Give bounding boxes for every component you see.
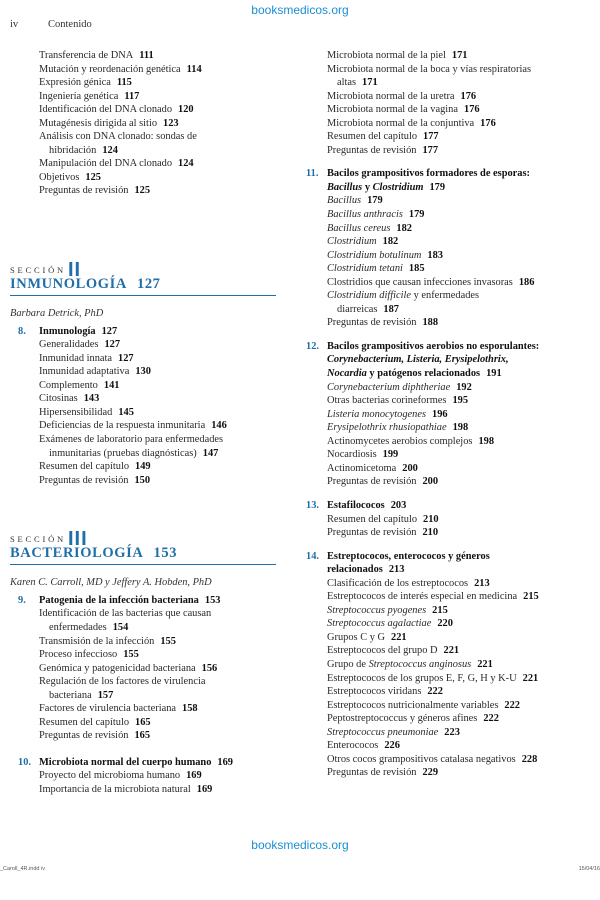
- toc-entry-page: 200: [402, 462, 418, 474]
- toc-entry-page: 187: [383, 303, 399, 315]
- toc-entry[interactable]: [10, 689, 282, 703]
- toc-entry[interactable]: [10, 103, 282, 117]
- section-iii-heading: [10, 528, 282, 565]
- section-ii-heading: [10, 259, 282, 296]
- toc-entry-title: Resumen del capítulo: [327, 513, 418, 525]
- toc-entry-title: Preguntas de revisión: [327, 317, 417, 329]
- toc-entry-title: Regulación de los factores de virulencia: [39, 676, 206, 688]
- chapter-12-title-cont2[interactable]: Nocardia y patógenos relacionados 191: [327, 368, 502, 380]
- toc-entry-title: Resumen del capítulo: [39, 461, 130, 473]
- toc-entry[interactable]: [10, 460, 282, 474]
- toc-entry-page: 210: [422, 527, 439, 539]
- toc-entry-title: Streptococcus pyogenes: [327, 604, 427, 616]
- toc-entry-page: 124: [178, 158, 194, 170]
- toc-entry-page: 222: [504, 699, 520, 711]
- chapter-13-items: [298, 513, 590, 540]
- toc-entry-title: Streptococcus agalactiae: [327, 618, 432, 630]
- toc-entry-title: Preguntas de revisión: [327, 144, 417, 156]
- toc-entry-page: 200: [422, 476, 439, 488]
- toc-entry-page: 115: [116, 77, 132, 89]
- toc-entry[interactable]: [10, 447, 282, 461]
- section-author: Karen C. Carroll, MD y Jeffery A. Hobden, PhD: [10, 577, 212, 589]
- toc-entry-title: Clasificación de los estreptococos: [327, 577, 469, 589]
- toc-entry-title: Preguntas de revisión: [327, 527, 417, 539]
- toc-entry-page: 213: [474, 577, 490, 589]
- toc-entry-page: 229: [422, 767, 439, 779]
- toc-entry-page: 221: [391, 631, 407, 643]
- toc-entry-title: Citosinas: [39, 393, 78, 405]
- toc-entry[interactable]: [10, 729, 282, 743]
- toc-entry[interactable]: [298, 222, 590, 236]
- toc-entry-title: Microbiota normal de la boca y vías respiratorias: [327, 63, 531, 75]
- chapter-8-items: [10, 338, 282, 487]
- toc-entry-title: Clostridios que causan infecciones invasoras: [327, 276, 513, 288]
- watermark-top[interactable]: booksmedicos.org: [251, 3, 349, 17]
- toc-entry-page: 176: [480, 117, 496, 129]
- chapter-10-continued: [298, 49, 590, 157]
- toc-entry-title: Resumen del capítulo: [327, 131, 418, 143]
- toc-entry-page: 171: [362, 77, 378, 89]
- toc-entry-title: Complemento: [39, 379, 98, 391]
- toc-entry[interactable]: [10, 419, 282, 433]
- toc-entry[interactable]: [298, 394, 590, 408]
- toc-entry[interactable]: [298, 577, 590, 591]
- toc-entry-page: 145: [118, 406, 134, 418]
- toc-entry[interactable]: [298, 513, 590, 527]
- toc-entry-title: Bacillus anthracis: [327, 209, 403, 221]
- toc-entry-page: 182: [396, 222, 412, 234]
- toc-entry[interactable]: [298, 194, 590, 208]
- toc-entry-title: Listeria monocytogenes: [327, 408, 426, 420]
- toc-entry-title: Enterococos: [327, 740, 379, 752]
- toc-entry[interactable]: [298, 617, 590, 631]
- watermark-bottom[interactable]: booksmedicos.org: [251, 838, 349, 852]
- toc-entry[interactable]: [298, 435, 590, 449]
- toc-entry-page: 176: [460, 90, 477, 102]
- toc-entry[interactable]: [10, 607, 282, 621]
- toc-entry-title: Análisis con DNA clonado: sondas de: [39, 131, 197, 143]
- toc-left-column: [10, 49, 282, 797]
- toc-entry-title: Actinomycetes aerobios complejos: [327, 435, 473, 447]
- print-slug-left: _Caroll_4R.indd iv: [0, 866, 45, 872]
- toc-entry[interactable]: [298, 766, 590, 780]
- toc-entry-title: Ingeniería genética: [39, 90, 119, 102]
- toc-entry[interactable]: [10, 130, 282, 144]
- toc-entry-page: 210: [423, 513, 439, 525]
- toc-entry[interactable]: [298, 408, 590, 422]
- toc-entry[interactable]: [298, 590, 590, 604]
- toc-entry-title: Mutación y reordenación genética: [39, 63, 181, 75]
- toc-entry-title: Otras bacterias corineformes: [327, 395, 447, 407]
- toc-entry[interactable]: [10, 157, 282, 171]
- toc-entry-title: Grupos C y G: [327, 631, 386, 643]
- chapter-13-title[interactable]: 13. Estafilococos 203: [306, 499, 407, 511]
- toc-entry[interactable]: [298, 144, 590, 158]
- toc-entry-page: 221: [477, 658, 493, 670]
- section-title: INMUNOLOGÍA: [10, 275, 127, 292]
- toc-entry-title: Estreptococos nutricionalmente variables: [327, 699, 499, 711]
- toc-entry-page: 150: [134, 474, 151, 486]
- section-title: BACTERIOLOGÍA: [10, 544, 144, 561]
- chapter-7-continued: [10, 49, 282, 198]
- toc-right-column: [298, 49, 590, 780]
- section-page: 153: [153, 544, 178, 561]
- toc-entry-title: Microbiota normal de la uretra: [327, 90, 455, 102]
- toc-entry[interactable]: [10, 662, 282, 676]
- toc-entry-title: Preguntas de revisión: [327, 767, 417, 779]
- toc-entry-page: 165: [134, 730, 151, 742]
- toc-entry[interactable]: [298, 631, 590, 645]
- chapter-10-title[interactable]: 10. Microbiota normal del cuerpo humano 169: [18, 756, 233, 768]
- toc-entry-page: 222: [427, 686, 443, 698]
- toc-entry-title: Generalidades: [39, 339, 99, 351]
- section-page: 127: [136, 275, 161, 292]
- chapter-9-title[interactable]: 9. Patogenia de la infección bacteriana 153: [18, 594, 221, 606]
- toc-entry-title: Estreptococos del grupo D: [327, 645, 438, 657]
- toc-entry-title: Transferencia de DNA: [39, 50, 134, 61]
- toc-entry-page: 124: [102, 144, 118, 156]
- toc-entry-title: Clostridium botulinum: [327, 249, 422, 261]
- toc-entry-title: Preguntas de revisión: [39, 185, 129, 197]
- toc-entry-page: 177: [422, 144, 439, 156]
- toc-entry-page: 183: [427, 249, 443, 261]
- toc-entry-title: Clostridium: [327, 236, 377, 248]
- toc-entry-page: 125: [134, 185, 151, 197]
- toc-entry-title: Actinomicetoma: [327, 462, 397, 474]
- toc-entry-page: 179: [408, 209, 425, 221]
- section-label: SECCIÓN: [10, 534, 66, 545]
- toc-entry[interactable]: [10, 621, 282, 635]
- toc-entry-page: 185: [408, 263, 425, 275]
- toc-entry-page: 179: [367, 195, 383, 207]
- toc-entry-title: Erysipelothrix rhusiopathiae: [327, 422, 447, 434]
- toc-entry-title: Factores de virulencia bacteriana: [39, 703, 177, 715]
- toc-entry-title: Estreptococos de los grupos E, F, G, H y K-U: [327, 672, 517, 684]
- toc-entry-title: Grupo de: [327, 658, 369, 670]
- toc-entry-page: 182: [382, 236, 399, 248]
- toc-entry-page: 130: [135, 366, 151, 378]
- toc-entry-page: 157: [97, 689, 114, 701]
- toc-entry[interactable]: [298, 130, 590, 144]
- toc-entry[interactable]: [298, 644, 590, 658]
- toc-entry[interactable]: [10, 117, 282, 131]
- toc-entry-title: Genómica y patogenicidad bacteriana: [39, 662, 196, 674]
- toc-entry-title: Identificación de las bacterias que causan: [39, 608, 212, 620]
- toc-entry[interactable]: [298, 753, 590, 767]
- toc-entry-title: Bacillus cereus: [327, 222, 391, 234]
- toc-entry-page: 196: [432, 408, 448, 420]
- toc-entry-page: 221: [443, 645, 460, 657]
- toc-entry[interactable]: [10, 352, 282, 366]
- toc-entry-page: 215: [432, 604, 448, 616]
- toc-entry-page: 146: [211, 420, 227, 432]
- section-label: SECCIÓN: [10, 265, 66, 276]
- toc-entry-title: Resumen del capítulo: [39, 716, 130, 728]
- toc-entry-page: 195: [452, 395, 469, 407]
- toc-entry-page: 199: [382, 449, 399, 461]
- chapter-12-items: [298, 381, 590, 489]
- toc-entry[interactable]: [10, 648, 282, 662]
- toc-entry[interactable]: [298, 276, 590, 290]
- toc-entry[interactable]: [298, 658, 590, 672]
- toc-entry[interactable]: [10, 675, 282, 689]
- chapter-12-title-cont[interactable]: Corynebacterium, Listeria, Erysipelothrix,: [327, 354, 509, 366]
- toc-entry-title: Inmunidad innata: [39, 352, 113, 364]
- toc-entry-page: 198: [452, 422, 469, 434]
- toc-entry[interactable]: [10, 783, 282, 797]
- toc-entry-page: 220: [437, 618, 453, 630]
- toc-entry-title: Preguntas de revisión: [39, 474, 129, 486]
- toc-entry[interactable]: [298, 685, 590, 699]
- toc-entry-title: Corynebacterium diphtheriae: [327, 381, 451, 393]
- toc-entry[interactable]: [298, 462, 590, 476]
- toc-entry-title: Importancia de la microbiota natural: [39, 783, 191, 795]
- toc-entry[interactable]: [10, 90, 282, 104]
- toc-entry[interactable]: [298, 672, 590, 686]
- toc-entry-page: 188: [422, 317, 439, 329]
- toc-entry-title-cont: Streptococcus anginosus: [368, 658, 472, 670]
- toc-entry-title: Nocardiosis: [327, 449, 377, 461]
- toc-entry[interactable]: [298, 526, 590, 540]
- toc-entry[interactable]: [298, 249, 590, 263]
- toc-entry-page: 114: [186, 63, 202, 75]
- toc-entry-title: Manipulación del DNA clonado: [39, 158, 173, 170]
- toc-entry[interactable]: [10, 392, 282, 406]
- chapter-14-title-cont[interactable]: relacionados 213: [327, 564, 405, 576]
- toc-entry-page: 228: [521, 753, 538, 765]
- toc-entry-page: 226: [384, 740, 400, 752]
- toc-entry-title: Inmunidad adaptativa: [39, 366, 130, 378]
- toc-entry[interactable]: [10, 49, 282, 63]
- toc-entry-title: Preguntas de revisión: [327, 476, 417, 488]
- toc-entry[interactable]: [10, 144, 282, 158]
- toc-entry[interactable]: [10, 63, 282, 77]
- toc-entry[interactable]: [10, 184, 282, 198]
- toc-entry[interactable]: [298, 381, 590, 395]
- toc-entry-page: 117: [124, 90, 140, 102]
- toc-entry[interactable]: [298, 117, 590, 131]
- toc-entry-title: Estreptococos de interés especial en medicina: [327, 591, 518, 603]
- toc-entry-page: 154: [112, 621, 129, 633]
- toc-entry[interactable]: [10, 702, 282, 716]
- toc-entry[interactable]: [298, 604, 590, 618]
- toc-entry[interactable]: [298, 49, 590, 63]
- toc-entry[interactable]: [298, 712, 590, 726]
- toc-entry-title: Clostridium difficile: [327, 290, 411, 302]
- toc-entry-title: Identificación del DNA clonado: [39, 104, 173, 116]
- toc-entry[interactable]: [10, 769, 282, 783]
- toc-entry-title: enfermedades: [49, 621, 107, 633]
- section-number: III: [67, 528, 88, 551]
- toc-entry-title: Streptococcus pneumoniae: [327, 726, 439, 738]
- toc-entry-title: diarreicas: [337, 303, 378, 315]
- toc-entry[interactable]: [298, 208, 590, 222]
- toc-entry[interactable]: [10, 379, 282, 393]
- toc-entry[interactable]: [298, 699, 590, 713]
- toc-entry-page: 127: [104, 339, 121, 351]
- toc-entry-title: bacteriana: [49, 689, 92, 701]
- toc-entry-page: 143: [83, 393, 100, 405]
- toc-entry[interactable]: [10, 716, 282, 730]
- toc-entry[interactable]: [10, 474, 282, 488]
- toc-entry-page: 171: [451, 50, 468, 61]
- toc-entry[interactable]: [298, 739, 590, 753]
- toc-entry-page: 169: [186, 770, 202, 782]
- toc-entry[interactable]: [298, 303, 590, 317]
- toc-entry-title: Proceso infeccioso: [39, 649, 118, 661]
- toc-entry[interactable]: [298, 316, 590, 330]
- toc-entry-title: Microbiota normal de la piel: [327, 50, 446, 61]
- toc-entry-title: Deficiencias de la respuesta inmunitaria: [39, 420, 206, 432]
- toc-entry-title: Microbiota normal de la vagina: [327, 104, 458, 116]
- toc-entry[interactable]: [298, 63, 590, 77]
- toc-entry-page: 149: [135, 461, 151, 473]
- toc-entry-title: Expresión génica: [39, 77, 111, 89]
- toc-entry-page: 192: [456, 381, 472, 393]
- section-author: Barbara Detrick, PhD: [10, 308, 104, 320]
- toc-entry-page: 158: [182, 703, 198, 715]
- toc-entry-page: 123: [163, 117, 179, 129]
- toc-entry-title-cont: y enfermedades: [411, 290, 480, 302]
- toc-entry[interactable]: [10, 171, 282, 185]
- running-head: [10, 19, 92, 30]
- toc-entry-page: 165: [135, 716, 151, 728]
- toc-entry[interactable]: [10, 365, 282, 379]
- toc-entry[interactable]: [298, 90, 590, 104]
- toc-entry-title: Clostridium tetani: [327, 263, 403, 275]
- toc-entry-title: Bacillus: [327, 195, 362, 207]
- toc-entry[interactable]: [10, 76, 282, 90]
- toc-entry[interactable]: [298, 76, 590, 90]
- toc-entry-title: Peptostreptococcus y géneros afines: [327, 713, 478, 725]
- toc-entry-title: hibridación: [49, 144, 97, 156]
- toc-entry-title: Preguntas de revisión: [39, 730, 129, 742]
- toc-entry-title: Proyecto del microbioma humano: [39, 770, 181, 782]
- toc-entry-page: 111: [139, 50, 154, 61]
- toc-entry-title: inmunitarias (pruebas diagnósticas): [49, 447, 197, 459]
- toc-entry-page: 155: [160, 635, 176, 647]
- toc-entry-page: 156: [201, 662, 218, 674]
- chapter-11-title[interactable]: 11. Bacilos grampositivos formadores de esporas:: [306, 168, 530, 180]
- toc-entry-page: 221: [522, 672, 539, 684]
- toc-entry[interactable]: [298, 475, 590, 489]
- toc-entry[interactable]: [298, 103, 590, 117]
- toc-entry-title: Estreptococos viridans: [327, 686, 422, 698]
- toc-entry-page: 127: [118, 352, 134, 364]
- print-slug-right: 15/04/16: [578, 866, 600, 872]
- toc-entry[interactable]: [10, 406, 282, 420]
- toc-entry-title: Otros cocos grampositivos catalasa negativos: [327, 753, 516, 765]
- toc-entry-page: 176: [464, 104, 480, 116]
- toc-entry-title: Hipersensibilidad: [39, 406, 113, 418]
- toc-entry[interactable]: [298, 448, 590, 462]
- toc-entry[interactable]: [298, 262, 590, 276]
- toc-entry-title: Objetivos: [39, 171, 80, 183]
- toc-entry-title: Microbiota normal de la conjuntiva: [327, 117, 475, 129]
- toc-entry-title: Transmisión de la infección: [39, 635, 155, 647]
- toc-entry[interactable]: [10, 635, 282, 649]
- toc-entry-title: altas: [337, 77, 357, 89]
- chapter-14-items: [298, 577, 590, 780]
- chapter-8-title[interactable]: 8. Inmunología 127: [18, 325, 118, 337]
- toc-entry-page: 147: [202, 447, 219, 459]
- chapter-14-title[interactable]: 14. Estreptococos, enterococos y géneros: [306, 550, 490, 562]
- chapter-11-title-cont[interactable]: Bacillus y Clostridium 179: [327, 181, 446, 193]
- toc-entry[interactable]: [298, 289, 590, 303]
- chapter-10-items: [10, 769, 282, 796]
- chapter-11-items: [298, 194, 590, 329]
- toc-entry-page: 186: [518, 276, 535, 288]
- toc-entry-page: 223: [444, 726, 460, 738]
- toc-entry[interactable]: [10, 433, 282, 447]
- toc-entry-page: 215: [523, 591, 539, 603]
- toc-entry-page: 155: [123, 649, 139, 661]
- toc-entry-page: 177: [423, 131, 439, 143]
- chapter-9-items: [10, 607, 282, 742]
- toc-entry-page: 120: [178, 104, 194, 116]
- section-number: II: [67, 259, 82, 282]
- toc-entry[interactable]: [298, 421, 590, 435]
- running-head-title: Contenido: [48, 19, 92, 30]
- toc-entry-page: 169: [196, 783, 213, 795]
- toc-entry-page: 141: [103, 379, 120, 391]
- page-number: iv: [10, 19, 19, 30]
- toc-entry-title: Mutagénesis dirigida al sitio: [39, 117, 158, 129]
- toc-entry[interactable]: [10, 338, 282, 352]
- toc-entry-title: Exámenes de laboratorio para enfermedades: [39, 434, 224, 446]
- chapter-12-title[interactable]: 12. Bacilos grampositivos aerobios no esporulantes:: [306, 340, 540, 352]
- toc-entry[interactable]: [298, 235, 590, 249]
- toc-entry-page: 198: [478, 435, 495, 447]
- toc-entry[interactable]: [298, 726, 590, 740]
- toc-entry-page: 125: [85, 171, 101, 183]
- toc-entry-page: 222: [483, 713, 499, 725]
